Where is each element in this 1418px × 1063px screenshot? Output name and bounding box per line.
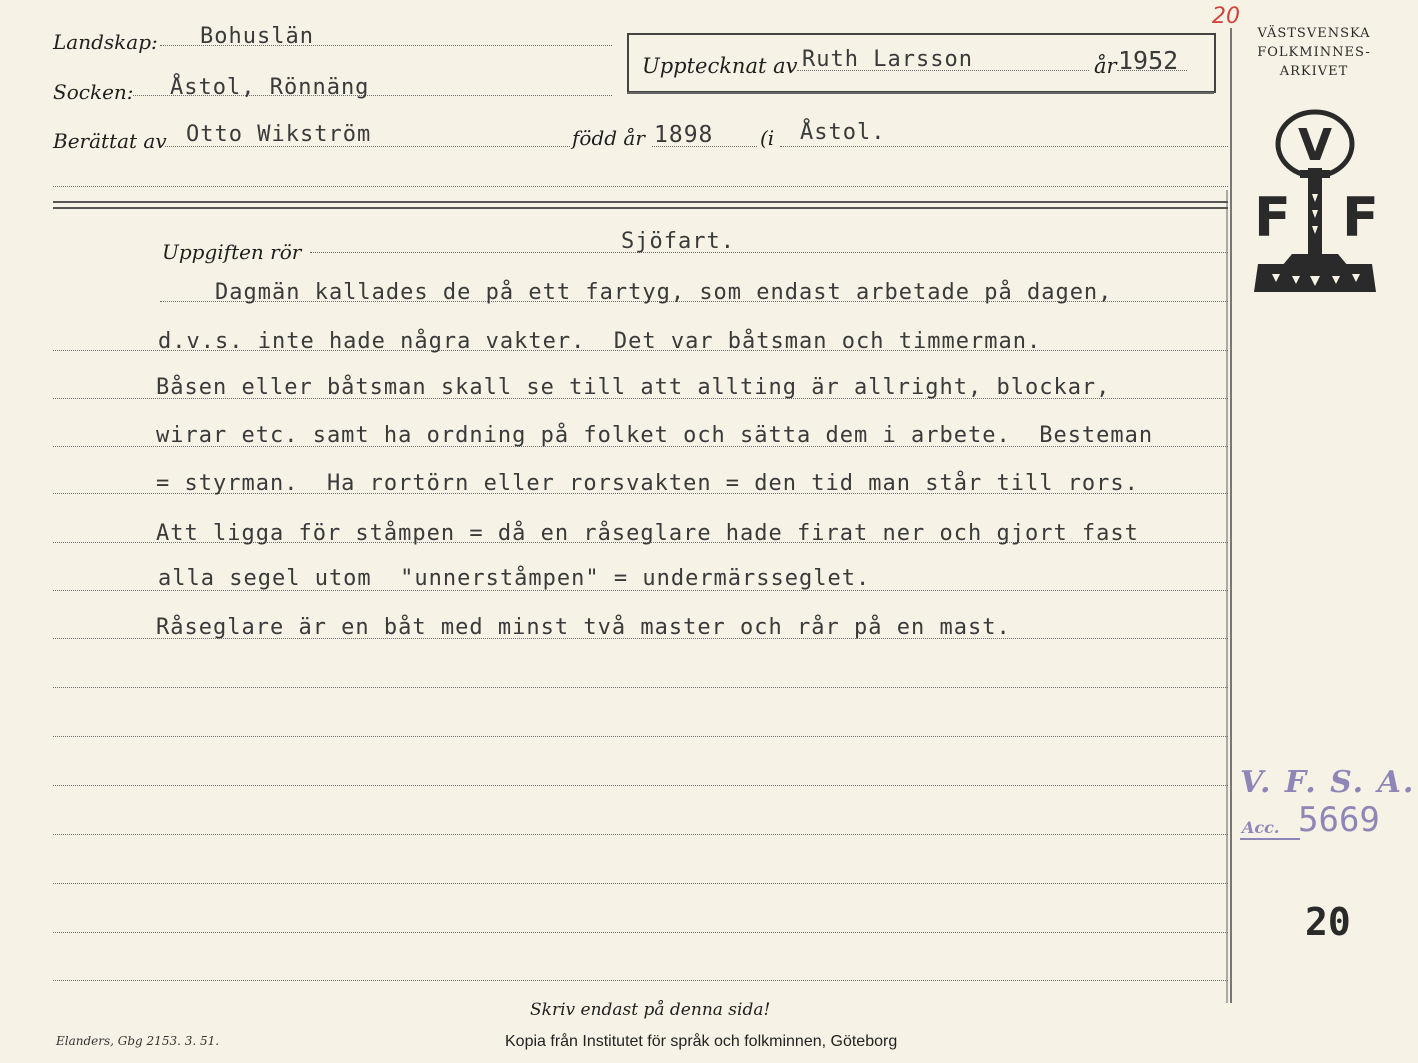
header-extra-line — [53, 186, 1228, 187]
uppgiften-label: Uppgiften rör — [162, 240, 302, 264]
fodd-value: 1898 — [654, 122, 714, 148]
recorder-box-bottom — [627, 92, 1214, 94]
uppgiften-line — [310, 252, 1228, 253]
socken-value: Åstol, Rönnäng — [170, 75, 370, 100]
ar-value: 1952 — [1118, 46, 1179, 75]
berattat-value: Otto Wikström — [186, 122, 372, 147]
ar-label: år — [1094, 54, 1117, 78]
stamp-acc-label: Acc. — [1242, 818, 1280, 837]
archive-logo — [1252, 104, 1378, 304]
berattat-label: Berättat av — [53, 129, 167, 153]
footer-copy-note: Kopia från Institutet för språk och folkminnen, Göteborg — [505, 1033, 898, 1050]
archive-name-line2: FOLKMINNES- — [1257, 45, 1371, 60]
body-line-3: Båsen eller båtsman skall se till att allting är allright, blockar, — [156, 375, 1111, 400]
logo-letter-f-left: F — [1254, 186, 1291, 249]
body-line-5: = styrman. Ha rortörn eller rorsvakten = den tid man står till rors. — [156, 471, 1139, 496]
i-line — [780, 146, 1228, 147]
body-line-1: Dagmän kallades de på ett fartyg, som endast arbetade på dagen, — [158, 280, 1113, 305]
ruled-line — [53, 834, 1228, 835]
margin-line — [1230, 28, 1232, 1003]
hammer-logo-icon — [1252, 104, 1378, 304]
ruled-line — [53, 932, 1228, 933]
footer-printer: Elanders, Gbg 2153. 3. 51. — [56, 1034, 220, 1048]
body-line-6: Att ligga för ståmpen = då en råseglare hade firat ner och gjort fast — [156, 521, 1139, 546]
archive-name-line1: VÄSTSVENSKA — [1257, 26, 1371, 41]
ruled-line — [53, 785, 1228, 786]
i-value: Åstol. — [800, 120, 886, 145]
upptecknat-label: Upptecknat av — [642, 54, 798, 78]
landskap-label: Landskap: — [53, 30, 158, 54]
stamp-acc-underline — [1240, 838, 1300, 840]
page-number: 20 — [1305, 900, 1351, 944]
separator-bottom — [53, 207, 1228, 209]
body-line-2: d.v.s. inte hade några vakter. Det var båtsman och timmerman. — [158, 329, 1042, 354]
socken-label: Socken: — [53, 80, 134, 104]
separator-top — [53, 201, 1228, 203]
footer-instruction: Skriv endast på denna sida! — [530, 1000, 771, 1020]
archive-name — [1244, 24, 1384, 81]
ruled-line — [53, 883, 1228, 884]
fodd-label: född år — [572, 126, 645, 150]
body-line-8: Råseglare är en båt med minst två master och rår på en mast. — [156, 615, 1011, 640]
uppgiften-value: Sjöfart. — [621, 229, 735, 254]
ruled-line — [53, 687, 1228, 688]
logo-letter-f-right: F — [1342, 186, 1378, 249]
margin-line-inner — [1226, 190, 1228, 1003]
ruled-line — [53, 980, 1228, 981]
ruled-line — [53, 736, 1228, 737]
body-line-4: wirar etc. samt ha ordning på folket och sätta dem i arbete. Besteman — [156, 423, 1154, 448]
stamp-acc-number: 5669 — [1298, 800, 1380, 840]
i-label: (i — [760, 126, 775, 150]
stamp-org: V. F. S. A. — [1240, 765, 1416, 800]
archive-name-line3: ARKIVET — [1279, 64, 1349, 79]
logo-letter-v: V — [1297, 120, 1333, 171]
corner-page-number: 20 — [1212, 4, 1240, 29]
body-line-7: alla segel utom "unnerståmpen" = undermärsseglet. — [158, 566, 871, 591]
upptecknat-value: Ruth Larsson — [802, 47, 973, 72]
landskap-value: Bohuslän — [200, 24, 314, 49]
